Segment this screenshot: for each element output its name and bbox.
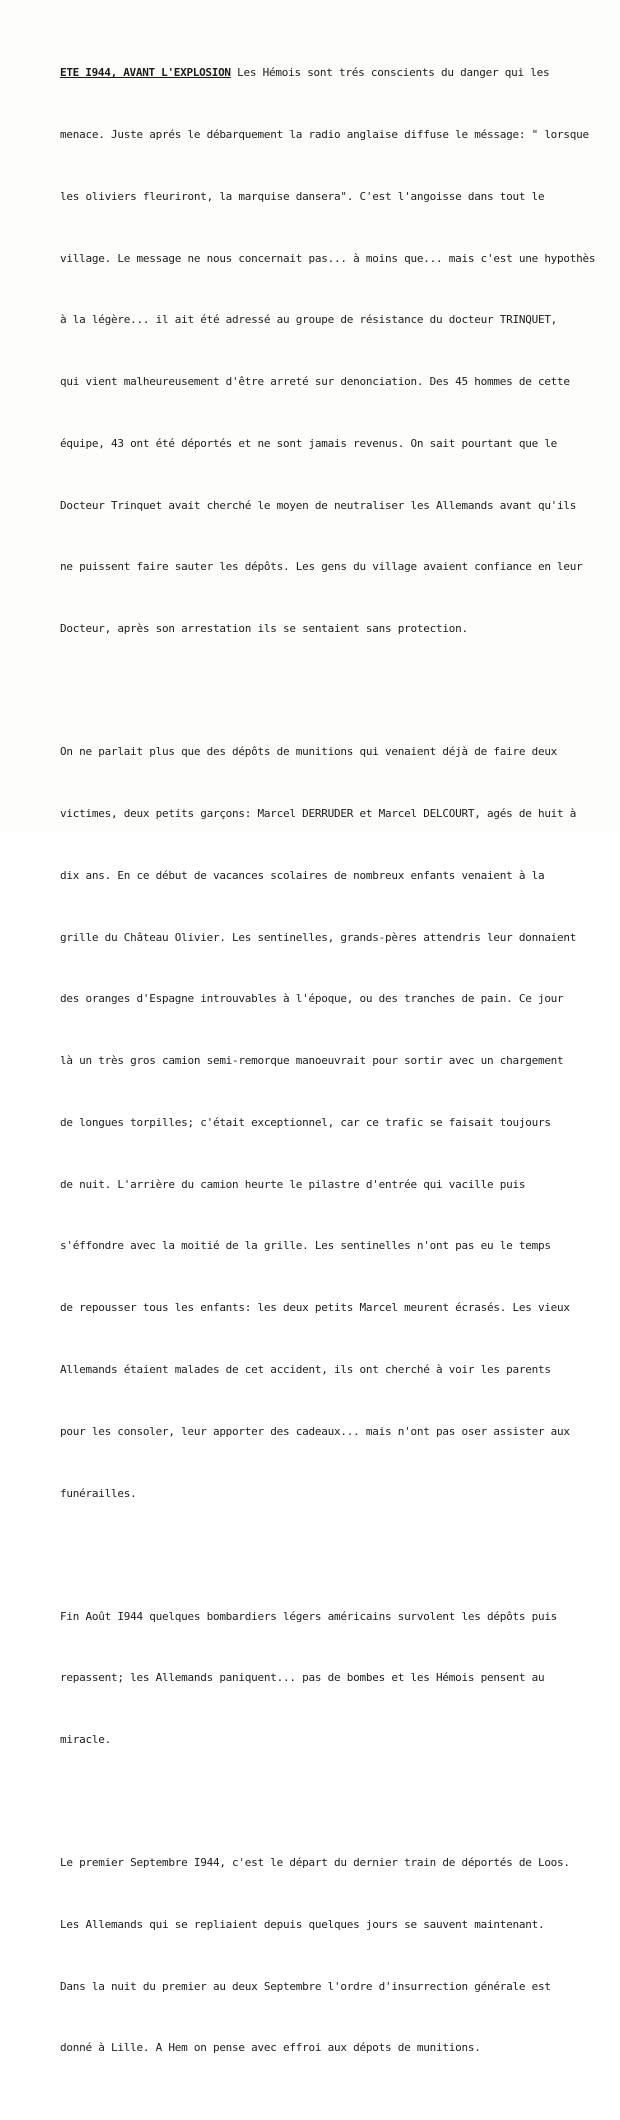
paragraph-4 bbox=[60, 1812, 580, 2100]
paragraph-2 bbox=[60, 701, 580, 1545]
text-line: menace. Juste aprés le débarquement la radio anglaise diffuse le méssage: " lorsque bbox=[60, 127, 589, 141]
text-line: On ne parlait plus que des dépôts de munitions qui venaient déjà de faire deux bbox=[60, 745, 558, 759]
text-line: Dans la nuit du premier au deux Septembre l'ordre d'insurrection générale est bbox=[60, 1979, 551, 1993]
text-line: Le premier Septembre I944, c'est le départ du dernier train de déportés de Loos. bbox=[60, 1856, 570, 1870]
text-line: dix ans. En ce début de vacances scolaires de nombreux enfants venaient à la bbox=[60, 868, 545, 882]
text-line: équipe, 43 ont été déportés et ne sont jamais revenus. On sait pourtant que le bbox=[60, 436, 558, 450]
document-body bbox=[60, 22, 596, 2120]
text-line: Docteur Trinquet avait cherché le moyen de neutraliser les Allemands avant qu'ils bbox=[60, 498, 577, 512]
text-line: donné à Lille. A Hem on pense avec effroi aux dépots de munitions. bbox=[60, 2041, 481, 2055]
heading-line-rest: Les Hémois sont trés conscients du danger qui les bbox=[230, 66, 550, 80]
text-line: Les Allemands qui se repliaient depuis quelques jours se sauvent maintenant. bbox=[60, 1917, 545, 1931]
text-line: de repousser tous les enfants: les deux petits Marcel meurent écrasés. Les vieux bbox=[60, 1301, 570, 1315]
text-line: ne puissent faire sauter les dépôts. Les gens du village avaient confiance en leur bbox=[60, 560, 583, 574]
text-line: là un très gros camion semi-remorque manoeuvrait pour sortir avec un chargement bbox=[60, 1054, 564, 1068]
text-line: victimes, deux petits garçons: Marcel DERRUDER et Marcel DELCOURT, agés de huit à bbox=[60, 806, 577, 820]
text-line: s'éffondre avec la moitié de la grille. Les sentinelles n'ont pas eu le temps bbox=[60, 1239, 551, 1253]
text-line bbox=[60, 63, 580, 84]
text-line: funérailles. bbox=[60, 1486, 137, 1500]
paragraph-3 bbox=[60, 1565, 580, 1792]
text-line: Allemands étaient malades de cet accident, ils ont cherché à voir les parents bbox=[60, 1363, 551, 1376]
text-line: les oliviers fleuriront, la marquise dansera". C'est l'angoisse dans tout le bbox=[60, 189, 545, 203]
text-line: Docteur, après son arrestation ils se sentaient sans protection. bbox=[60, 622, 468, 636]
text-line: village. Le message ne nous concernait pas... à moins que... mais c'est une hypothès bbox=[60, 251, 596, 265]
text-line: miracle. bbox=[60, 1733, 111, 1747]
text-line: des oranges d'Espagne introuvables à l'époque, ou des tranches de pain. Ce jour bbox=[60, 992, 564, 1006]
text-line: pour les consoler, leur apporter des cadeaux... mais n'ont pas oser assister aux bbox=[60, 1424, 570, 1438]
text-line: à la légère... il ait été adressé au groupe de résistance du docteur TRINQUET, bbox=[60, 313, 558, 327]
text-line: repassent; les Allemands paniquent... pas de bombes et les Hémois pensent au bbox=[60, 1671, 545, 1685]
paragraph-1 bbox=[60, 22, 596, 681]
text-line: de longues torpilles; c'était exceptionnel, car ce trafic se faisait toujours bbox=[60, 1115, 551, 1129]
text-line: Fin Août I944 quelques bombardiers légers américains survolent les dépôts puis bbox=[60, 1609, 558, 1623]
text-line: de nuit. L'arrière du camion heurte le pilastre d'entrée qui vacille puis bbox=[60, 1177, 526, 1191]
text-line: grille du Château Olivier. Les sentinelles, grands-pères attendris leur donnaient bbox=[60, 930, 577, 944]
section-heading: ETE I944, AVANT L'EXPLOSION bbox=[60, 66, 231, 80]
text-line: qui vient malheureusement d'être arreté sur denonciation. Des 45 hommes de cette bbox=[60, 375, 570, 389]
